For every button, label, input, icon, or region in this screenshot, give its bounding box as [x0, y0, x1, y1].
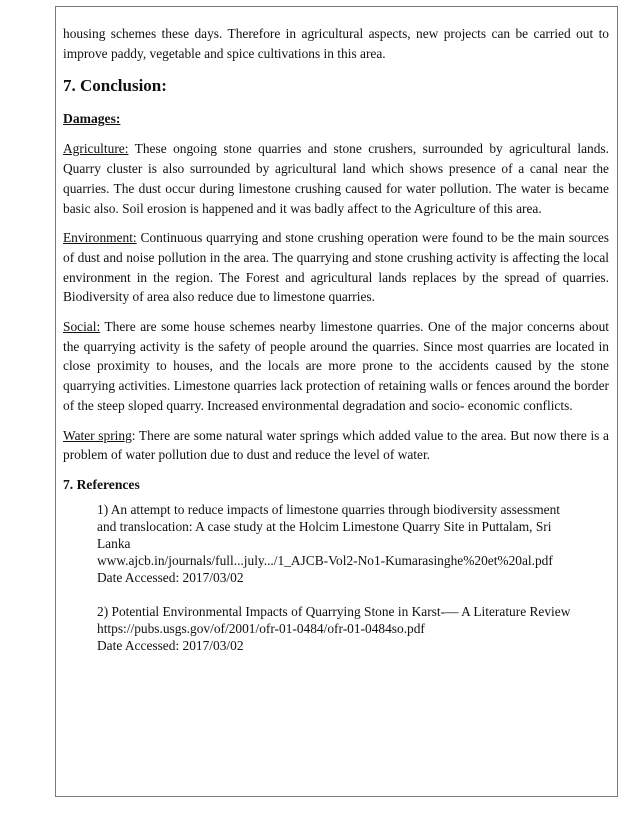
- reference-1-line2: and translocation: A case study at the Holcim Limestone Quarry Site in Puttalam, Sri: [97, 518, 552, 534]
- agriculture-text: These ongoing stone quarries and stone crushers, surrounded by agricultural lands. Quarry cluster is also surrounded by agricultural land which shows presence of a canal near the quarries. The dust occur during limestone crushing caused for water pollution. The water is became basic also. Soil erosion is happened and it was badly affect to the Agriculture of this area.: [63, 141, 609, 216]
- environment-label: Environment:: [63, 230, 137, 246]
- reference-1-accessed: Date Accessed: 2017/03/02: [97, 569, 244, 585]
- reference-2-url: https://pubs.usgs.gov/of/2001/ofr-01-0484/ofr-01-0484so.pdf: [97, 620, 425, 636]
- water-label: Water spring: [63, 427, 132, 443]
- social-label: Social:: [63, 319, 101, 335]
- conclusion-heading: 7. Conclusion:: [63, 76, 167, 96]
- damages-heading: Damages:: [63, 111, 121, 127]
- water-paragraph: [63, 426, 609, 465]
- water-text: : There are some natural water springs which added value to the area. But now there is a problem of water pollution due to dust and reduce the level of water.: [63, 427, 609, 463]
- reference-1-line3: Lanka: [97, 535, 131, 551]
- reference-1-line1: 1) An attempt to reduce impacts of limestone quarries through biodiversity assessment: [97, 501, 560, 517]
- social-text: There are some house schemes nearby limestone quarries. One of the major concerns about the quarrying activity is the safety of people around the quarries. Since most quarries are located in close proximity to houses, and the locals are more prone to the accidents caused by the stone quarrying activities. Limestone quarries lack protection of retaining walls or fences around the border of the steep sloped quarry. Increased environmental degradation and socio- economic conflicts.: [63, 319, 609, 413]
- document-body: [63, 24, 609, 654]
- references-heading: 7. References: [63, 476, 140, 492]
- reference-1-url: www.ajcb.in/journals/full...july.../1_AJCB-Vol2-No1-Kumarasinghe%20et%20al.pdf: [97, 552, 553, 568]
- reference-2-line1: 2) Potential Environmental Impacts of Quarrying Stone in Karst-— A Literature Review: [97, 603, 571, 619]
- references-list: [97, 501, 609, 654]
- environment-paragraph: [63, 228, 609, 307]
- environment-text: Continuous quarrying and stone crushing operation were found to be the main sources of dust and noise pollution in the area. The quarrying and stone crushing activity is affecting the local environment in the region. The Forest and agricultural lands replaces by the spread of quarries. Biodiversity of area also reduce due to limestone quarries.: [63, 230, 609, 305]
- reference-2-accessed: Date Accessed: 2017/03/02: [97, 637, 244, 653]
- intro-paragraph: housing schemes these days. Therefore in agricultural aspects, new projects can be carried out to improve paddy, vegetable and spice cultivations in this area.: [63, 26, 609, 61]
- agriculture-paragraph: [63, 139, 609, 218]
- social-paragraph: [63, 317, 609, 416]
- agriculture-label: Agriculture:: [63, 141, 129, 157]
